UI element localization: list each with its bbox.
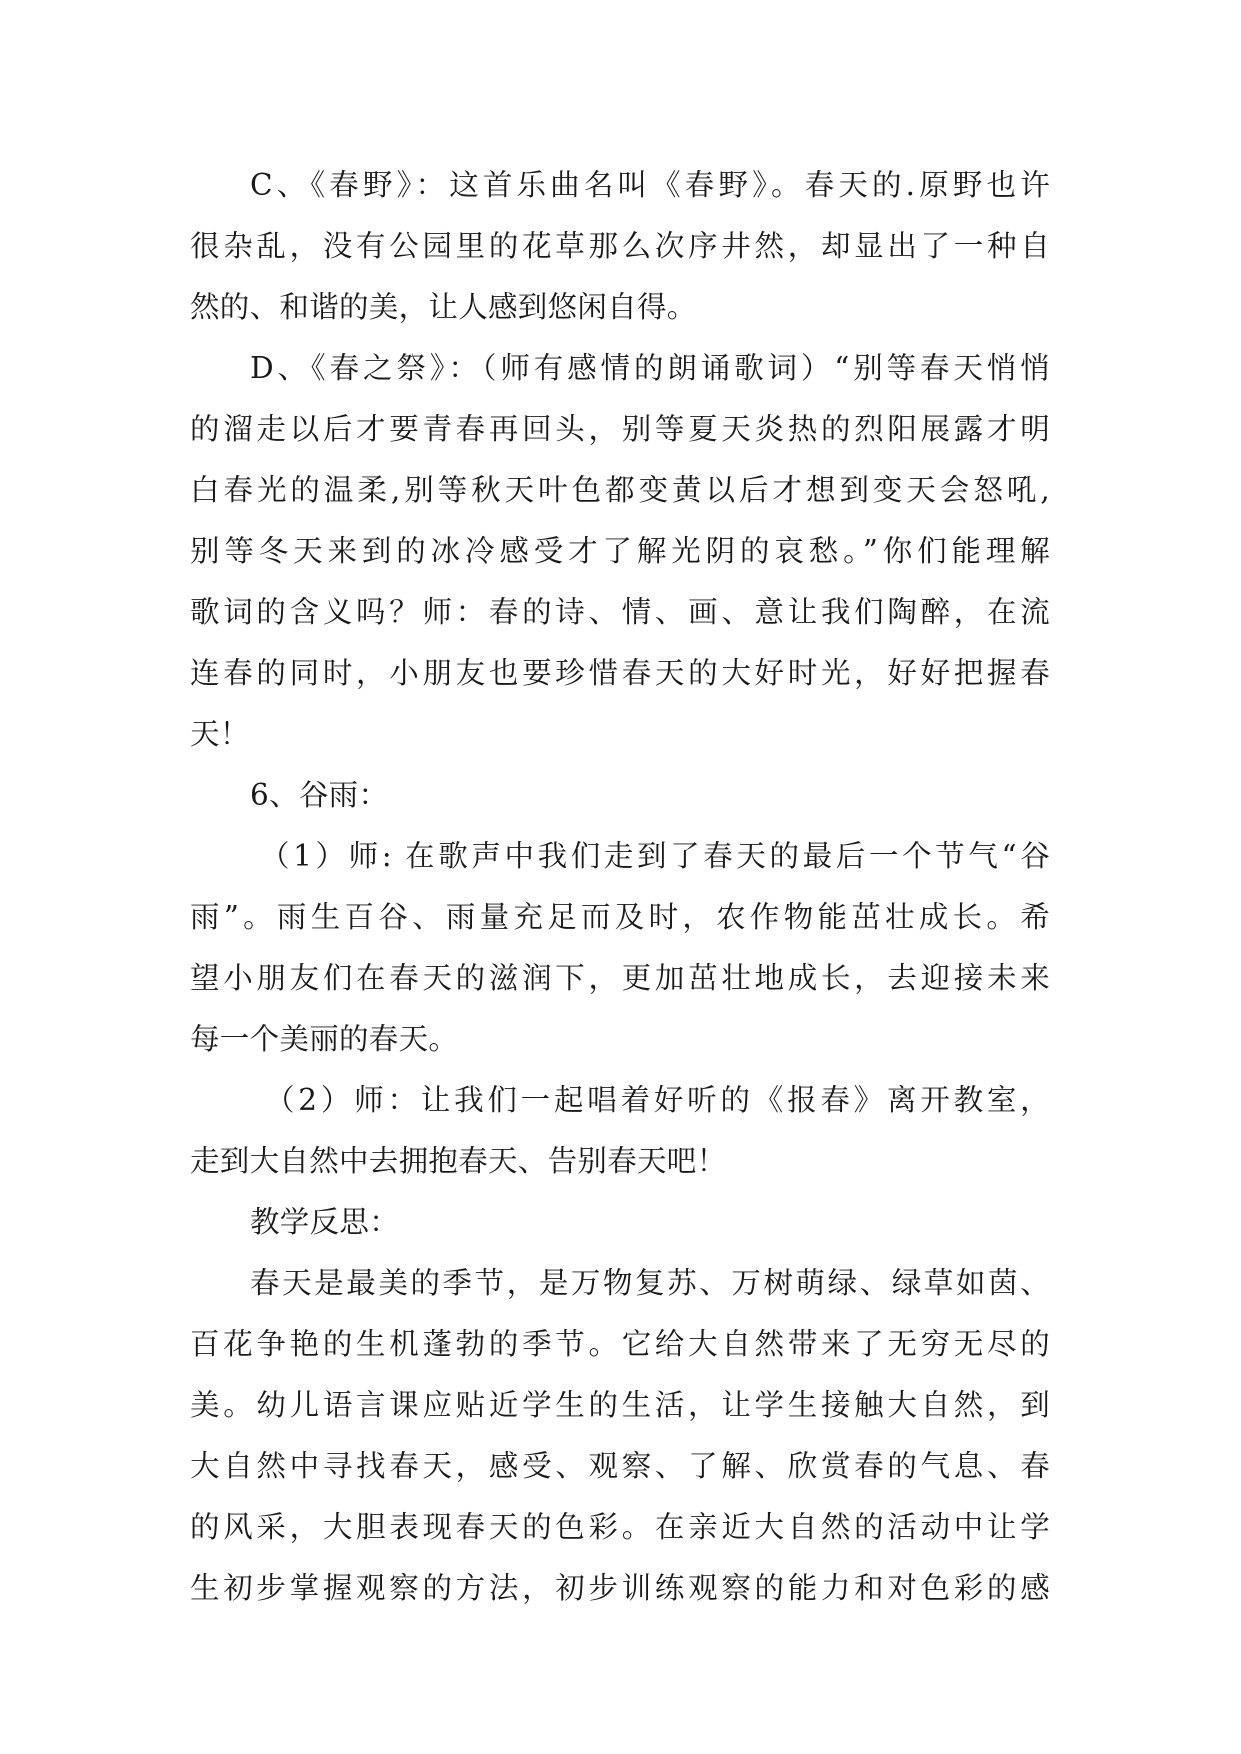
section-heading-guyu: 6、谷雨： — [250, 778, 389, 812]
paragraph-guyu-1-line-3: 望小朋友们在春天的滋润下，更加茁壮地成长，去迎接未来 — [190, 961, 1050, 995]
paragraph-guyu-2-line-2: 走到大自然中去拥抱春天、告别春天吧！ — [190, 1144, 727, 1178]
paragraph-d-line-1: D、《春之祭》：（师有感情的朗诵歌词）“别等春天悄悄 — [250, 351, 1050, 385]
paragraph-c-line-1: C、《春野》：这首乐曲名叫《春野》。春天的.原野也许 — [250, 168, 1050, 202]
paragraph-reflection-line-2: 百花争艳的生机蓬勃的季节。它给大自然带来了无穷无尽的 — [190, 1327, 1050, 1361]
paragraph-reflection-line-5: 的风采，大胆表现春天的色彩。在亲近大自然的活动中让学 — [190, 1510, 1050, 1544]
paragraph-guyu-1-line-1: （1）师: 在歌声中我们走到了春天的最后一个节气“谷 — [260, 839, 1050, 873]
paragraph-d-line-2: 的溜走以后才要青春再回头，别等夏天炎热的烈阳展露才明 — [190, 412, 1050, 446]
paragraph-c-line-2: 很杂乱，没有公园里的花草那么次序井然，却显出了一种自 — [190, 229, 1050, 263]
paragraph-guyu-1-line-2: 雨”。雨生百谷、雨量充足而及时，农作物能茁壮成长。希 — [190, 900, 1050, 934]
paragraph-d-line-6: 连春的同时，小朋友也要珍惜春天的大好时光，好好把握春 — [190, 656, 1050, 690]
paragraph-reflection-line-3: 美。幼儿语言课应贴近学生的生活，让学生接触大自然，到 — [190, 1388, 1050, 1422]
paragraph-guyu-2-line-1: （2）师：让我们一起唱着好听的《报春》离开教室， — [265, 1083, 1050, 1117]
paragraph-d-line-3: 白春光的温柔,别等秋天叶色都变黄以后才想到变天会怒吼, — [190, 473, 1050, 507]
paragraph-reflection-line-4: 大自然中寻找春天，感受、观察、了解、欣赏春的气息、春 — [190, 1449, 1050, 1483]
paragraph-d-line-5: 歌词的含义吗？师：春的诗、情、画、意让我们陶醉，在流 — [190, 595, 1050, 629]
section-heading-reflection: 教学反思： — [250, 1205, 400, 1239]
paragraph-reflection-line-1: 春天是最美的季节，是万物复苏、万树萌绿、绿草如茵、 — [250, 1266, 1050, 1300]
paragraph-d-line-7: 天！ — [190, 717, 250, 751]
paragraph-d-line-4: 别等冬天来到的冰冷感受才了解光阴的哀愁。”你们能理解 — [190, 534, 1050, 568]
paragraph-c-line-3: 然的、和谐的美，让人感到悠闲自得。 — [190, 290, 697, 324]
paragraph-guyu-1-line-4: 每一个美丽的春天。 — [190, 1022, 459, 1056]
paragraph-reflection-line-6: 生初步掌握观察的方法，初步训练观察的能力和对色彩的感 — [190, 1571, 1050, 1605]
document-body — [190, 155, 1050, 1619]
